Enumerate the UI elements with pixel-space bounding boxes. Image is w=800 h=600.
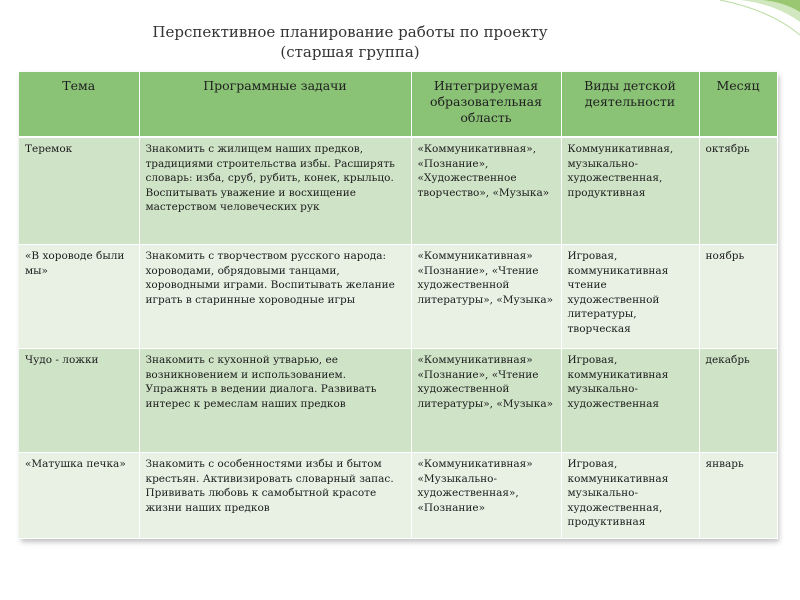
- cell-activities: Коммуникативная, музыкально-художественная, продуктивная: [561, 137, 699, 245]
- cell-month: декабрь: [699, 349, 777, 453]
- cell-month: ноябрь: [699, 245, 777, 349]
- cell-topic: Чудо - ложки: [19, 349, 139, 453]
- header-topic: Тема: [19, 72, 139, 137]
- header-month: Месяц: [699, 72, 777, 137]
- cell-area: «Коммуникативная» «Музыкально-художественная», «Познание»: [411, 453, 561, 539]
- page-title: [150, 22, 550, 62]
- header-activities: Виды детской деятельности: [561, 72, 699, 137]
- planning-table: [19, 72, 778, 539]
- cell-month: октябрь: [699, 137, 777, 245]
- cell-area: «Коммуникативная» «Познание», «Чтение художественной литературы», «Музыка»: [411, 245, 561, 349]
- cell-topic: «В хороводе были мы»: [19, 245, 139, 349]
- cell-activities: Игровая, коммуникативная музыкально-художественная: [561, 349, 699, 453]
- table-row: [19, 453, 777, 539]
- table-row: [19, 245, 777, 349]
- cell-area: «Коммуникативная», «Познание», «Художественное творчество», «Музыка»: [411, 137, 561, 245]
- cell-activities: Игровая, коммуникативная чтение художественной литературы, творческая: [561, 245, 699, 349]
- header-area: Интегрируемая образовательная область: [411, 72, 561, 137]
- cell-topic: «Матушка печка»: [19, 453, 139, 539]
- title-line-1: Перспективное планирование работы по проекту: [152, 23, 548, 41]
- cell-tasks: Знакомить с особенностями избы и бытом крестьян. Активизировать словарный запас. Прививать любовь к самобытной красоте жизни наших предков: [139, 453, 411, 539]
- cell-activities: Игровая, коммуникативная музыкально-художественная, продуктивная: [561, 453, 699, 539]
- cell-tasks: Знакомить с жилищем наших предков, традициями строительства избы. Расширять словарь: изба, сруб, рубить, конек, крыльцо. Воспитывать уважение и восхищение мастерством человеческих рук: [139, 137, 411, 245]
- cell-tasks: Знакомить с творчеством русского народа: хороводами, обрядовыми танцами, хороводными играми. Воспитывать желание играть в старинные хороводные игры: [139, 245, 411, 349]
- cell-month: январь: [699, 453, 777, 539]
- table-row: [19, 137, 777, 245]
- cell-tasks: Знакомить с кухонной утварью, ее возникновением и использованием. Упражнять в ведении диалога. Развивать интерес к ремеслам наших предков: [139, 349, 411, 453]
- table-row: [19, 349, 777, 453]
- title-line-2: (старшая группа): [280, 43, 420, 61]
- cell-topic: Теремок: [19, 137, 139, 245]
- header-tasks: Программные задачи: [139, 72, 411, 137]
- corner-decoration: [680, 0, 800, 40]
- cell-area: «Коммуникативная» «Познание», «Чтение художественной литературы», «Музыка»: [411, 349, 561, 453]
- table-header-row: [19, 72, 777, 137]
- planning-table-container: [19, 72, 777, 539]
